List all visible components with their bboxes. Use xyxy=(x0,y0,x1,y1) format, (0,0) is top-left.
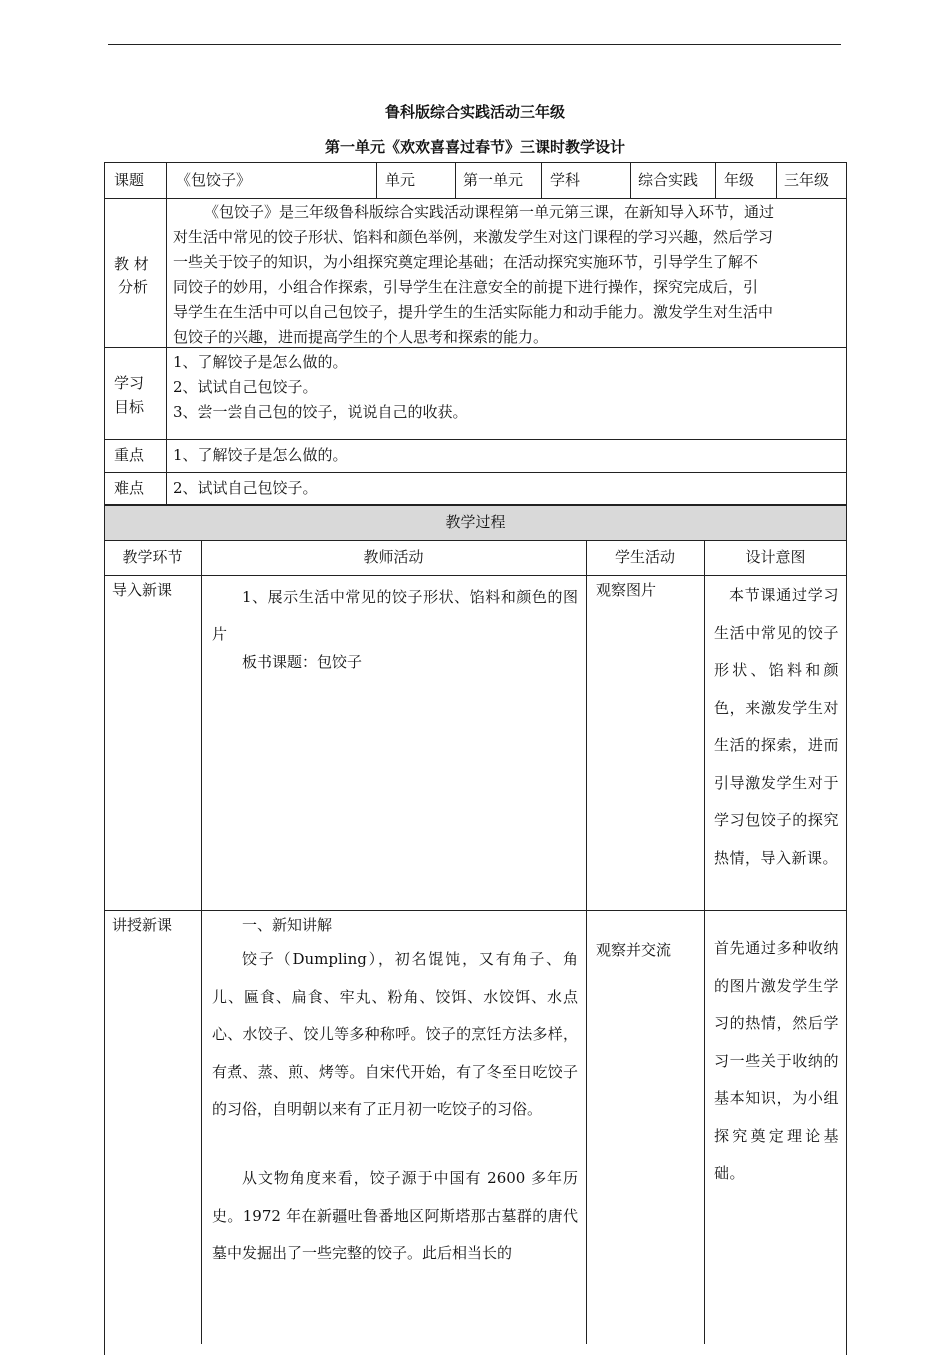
grade-label: 年级 xyxy=(724,171,755,189)
unit-value: 第一单元 xyxy=(463,171,524,189)
teacher-activity-p1: 饺子（Dumpling），初名馄饨，又有角子、角儿、匾食、扁食、牢丸、粉角、饺饵、水饺饵、水点心、水饺子、饺儿等多种称呼。饺子的烹饪方法多样，有煮、蒸、煎、烤等。自宋代开始，有了冬至日吃饺子的习俗，自明朝以来有了正月初一吃饺子的习俗。 xyxy=(212,950,578,1118)
difficulty-label: 难点 xyxy=(114,479,145,497)
key-point-value: 1、了解饺子是怎么做的。 xyxy=(173,446,348,464)
topic-value: 《包饺子》 xyxy=(176,171,252,189)
teacher-section-heading: 一、新知讲解 xyxy=(242,916,333,934)
analysis-line: 《包饺子》是三年级鲁科版综合实践活动课程第一单元第三课，在新知导入环节，通过 xyxy=(204,203,775,221)
analysis-line: 对生活中常见的饺子形状、馅料和颜色举例，来激发学生对这门课程的学习兴趣，然后学习 xyxy=(173,228,774,246)
teacher-activity-p2: 从文物角度来看，饺子源于中国有 2600 多年历史。1972 年在新疆吐鲁番地区阿斯塔那古墓群的唐代墓中发掘出了一些完整的饺子。此后相当长的 xyxy=(212,1169,578,1262)
analysis-line: 同饺子的妙用，小组合作探索，引导学生在注意安全的前提下进行操作，探究完成后，引 xyxy=(173,278,759,296)
stage-teach: 讲授新课 xyxy=(112,916,173,934)
header-rule xyxy=(108,44,841,45)
topic-label: 课题 xyxy=(114,171,145,189)
doc-title-line1: 鲁科版综合实践活动三年级 xyxy=(384,103,565,121)
header-teacher: 教师活动 xyxy=(363,548,424,566)
grade-value: 三年级 xyxy=(784,171,830,189)
header-intent: 设计意图 xyxy=(745,548,806,566)
analysis-label-line1: 教 材 xyxy=(114,255,149,273)
subject-label: 学科 xyxy=(550,171,581,189)
key-point-label: 重点 xyxy=(114,446,145,464)
student-activity-intro: 观察图片 xyxy=(596,581,657,599)
header-student: 学生活动 xyxy=(614,548,675,566)
goals-label-line2: 目标 xyxy=(114,398,145,416)
analysis-label-line2: 分析 xyxy=(118,278,149,296)
design-intent-teach: 首先通过多种收纳的图片激发学生学习的热情，然后学习一些关于收纳的基本知识，为小组探究奠定理论基础。 xyxy=(714,939,839,1182)
process-title: 教学过程 xyxy=(445,513,506,531)
unit-label: 单元 xyxy=(385,171,416,189)
student-activity-teach: 观察并交流 xyxy=(596,941,672,959)
teacher-activity-board: 板书课题：包饺子 xyxy=(242,653,363,671)
difficulty-value: 2、试试自己包饺子。 xyxy=(173,479,318,497)
doc-title-line2: 第一单元《欢欢喜喜过春节》三课时教学设计 xyxy=(324,138,625,156)
goal-item: 2、试试自己包饺子。 xyxy=(173,378,318,396)
analysis-line: 一些关于饺子的知识，为小组探究奠定理论基础；在活动探究实施环节，引导学生了解不 xyxy=(173,253,759,271)
analysis-line: 导学生在生活中可以自己包饺子，提升学生的生活实际能力和动手能力。激发学生对生活中 xyxy=(173,303,774,321)
header-stage: 教学环节 xyxy=(122,548,183,566)
goal-item: 3、尝一尝自己包的饺子，说说自己的收获。 xyxy=(173,403,468,421)
goal-item: 1、了解饺子是怎么做的。 xyxy=(173,353,348,371)
teacher-activity-intro: 1、展示生活中常见的饺子形状、馅料和颜色的图片 xyxy=(212,588,578,643)
goals-label-line1: 学习 xyxy=(114,374,145,392)
stage-intro: 导入新课 xyxy=(112,581,173,599)
design-intent-intro: 本节课通过学习生活中常见的饺子形状、馅料和颜色，来激发学生对生活的探索，进而引导激发学生对于学习包饺子的探究热情，导入新课。 xyxy=(714,586,839,867)
subject-value: 综合实践 xyxy=(638,171,699,189)
analysis-line: 包饺子的兴趣，进而提高学生的个人思考和探索的能力。 xyxy=(173,328,549,346)
